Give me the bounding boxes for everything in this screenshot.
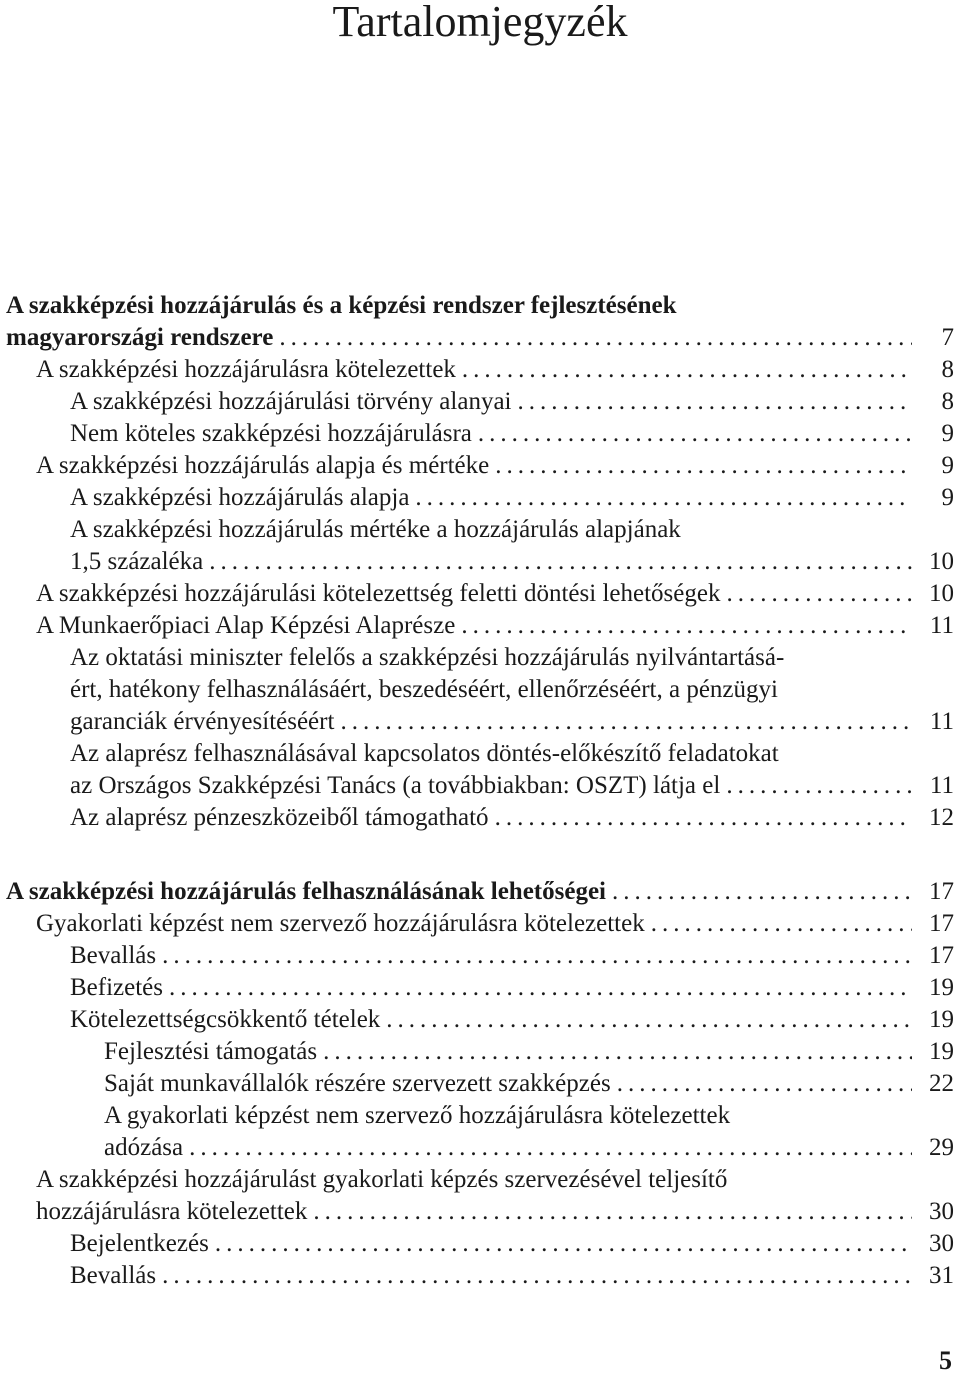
toc-entry[interactable] [70, 642, 954, 738]
toc-entry-text: az Országos Szakképzési Tanács (a továbbiakban: OSZT) látja el [70, 772, 721, 799]
toc-entry-text: A szakképzési hozzájárulási kötelezettség feletti döntési lehetőségek [36, 580, 721, 607]
toc-entry[interactable] [36, 578, 954, 610]
leader-dots [651, 908, 912, 940]
toc-entry[interactable] [36, 610, 954, 642]
leader-dots [517, 386, 912, 418]
toc-entry-text: Saját munkavállalók részére szervezett szakképzés [104, 1070, 611, 1097]
toc-entry-text: Befizetés [70, 974, 164, 1001]
leader-dots [215, 1228, 912, 1260]
leader-dots [495, 450, 912, 482]
toc-page-number: 9 [941, 484, 954, 511]
toc-entry[interactable] [70, 418, 954, 450]
leader-dots [313, 1196, 912, 1228]
toc-entry-text: garanciák érvényesítéséért [70, 708, 335, 735]
toc-entry-text: A szakképzési hozzájárulás felhasználásának lehetőségei [6, 878, 606, 905]
toc-entry-text: Bevallás [70, 1262, 157, 1289]
toc-entry-text: magyarországi rendszere [6, 324, 274, 351]
leader-dots [726, 770, 912, 802]
toc-entry-text: A szakképzési hozzájárulási törvény alanyai [70, 388, 512, 415]
leader-dots [495, 802, 912, 834]
toc-page-number: 31 [929, 1262, 954, 1289]
toc-entry[interactable] [104, 1036, 954, 1068]
leader-dots [462, 354, 912, 386]
toc-entry-text: A szakképzési hozzájárulás alapja és mértéke [36, 452, 490, 479]
toc-entry-text: Nem köteles szakképzési hozzájárulásra [70, 420, 472, 447]
toc-entry[interactable] [70, 802, 954, 834]
toc-entry[interactable] [36, 908, 954, 940]
toc-page-number: 17 [929, 878, 954, 905]
leader-dots [279, 322, 912, 354]
toc-entry[interactable] [36, 450, 954, 482]
toc-entry[interactable] [70, 482, 954, 514]
leader-dots [340, 706, 912, 738]
toc-page-number: 19 [929, 1006, 954, 1033]
toc-entry-text: A szakképzési hozzájárulás mértéke a hozzájárulás alapjának [70, 516, 681, 543]
toc-entry[interactable] [104, 1100, 954, 1164]
leader-dots [461, 610, 912, 642]
toc-page-number: 8 [941, 388, 954, 415]
toc-entry[interactable] [70, 514, 954, 578]
leader-dots [189, 1132, 912, 1164]
leader-dots [617, 1068, 912, 1100]
toc-entry-text: A szakképzési hozzájárulás és a képzési rendszer fejlesztésének [6, 292, 677, 319]
toc-page-number: 11 [929, 772, 954, 799]
toc-entry-text: A Munkaerőpiaci Alap Képzési Alaprésze [36, 612, 456, 639]
toc-page-number: 19 [929, 974, 954, 1001]
toc-entry[interactable] [6, 290, 954, 354]
toc-entry[interactable] [70, 1004, 954, 1036]
toc-entry[interactable] [70, 1260, 954, 1292]
leader-dots [162, 940, 912, 972]
toc-page-number: 19 [929, 1038, 954, 1065]
toc-entry-text: adózása [104, 1134, 184, 1161]
toc-entry[interactable] [70, 972, 954, 1004]
toc-entry-text: A szakképzési hozzájárulásra kötelezettek [36, 356, 456, 383]
toc-entry-text: 1,5 százaléka [70, 548, 204, 575]
toc-entry[interactable] [36, 354, 954, 386]
toc-entry-text: ért, hatékony felhasználásáért, beszedéséért, ellenőrzéséért, a pénzügyi [70, 676, 778, 703]
leader-dots [169, 972, 912, 1004]
toc-entry[interactable] [70, 738, 954, 802]
toc-entry-text: Az alaprész felhasználásával kapcsolatos döntés-előkészítő feladatokat [70, 740, 779, 767]
toc-entry-text: Az alaprész pénzeszközeiből támogatható [70, 804, 489, 831]
toc-page-number: 30 [929, 1230, 954, 1257]
leader-dots [612, 876, 912, 908]
toc-entry-text: Bejelentkezés [70, 1230, 209, 1257]
toc-entry[interactable] [70, 386, 954, 418]
toc-entry[interactable] [70, 1228, 954, 1260]
leader-dots [386, 1004, 912, 1036]
toc-entry-text: Fejlesztési támogatás [104, 1038, 318, 1065]
toc-page-number: 11 [929, 708, 954, 735]
toc-entry[interactable] [36, 1164, 954, 1228]
leader-dots [415, 482, 912, 514]
toc-page-number: 8 [941, 356, 954, 383]
toc-page-number: 10 [929, 548, 954, 575]
toc-page-number: 9 [941, 420, 954, 447]
toc-entry-text: A gyakorlati képzést nem szervező hozzájárulásra kötelezettek [104, 1102, 731, 1129]
toc-entry[interactable] [70, 940, 954, 972]
leader-dots [162, 1260, 912, 1292]
toc-page-number: 10 [929, 580, 954, 607]
toc-entry-text: Gyakorlati képzést nem szervező hozzájárulásra kötelezettek [36, 910, 645, 937]
page-number: 5 [939, 1346, 952, 1375]
toc-page-number: 9 [941, 452, 954, 479]
leader-dots [209, 546, 912, 578]
toc-entry-text: Kötelezettségcsökkentő tételek [70, 1006, 381, 1033]
toc-page-number: 22 [929, 1070, 954, 1097]
toc-page-number: 12 [929, 804, 954, 831]
leader-dots [478, 418, 912, 450]
toc-entry[interactable] [6, 876, 954, 908]
toc-entry[interactable] [104, 1068, 954, 1100]
leader-dots [726, 578, 912, 610]
toc-page-number: 30 [929, 1198, 954, 1225]
toc-entry-text: Az oktatási miniszter felelős a szakképzési hozzájárulás nyilvántartásá- [70, 644, 785, 671]
toc-page-number: 17 [929, 942, 954, 969]
toc-page-number: 29 [929, 1134, 954, 1161]
toc-page-number: 17 [929, 910, 954, 937]
toc-page-number: 11 [929, 612, 954, 639]
page-title: Tartalomjegyzék [332, 0, 628, 46]
toc-entry-text: Bevallás [70, 942, 157, 969]
leader-dots [323, 1036, 912, 1068]
toc-entry-text: hozzájárulásra kötelezettek [36, 1198, 308, 1225]
toc-page-number: 7 [941, 324, 954, 351]
toc-entry-text: A szakképzési hozzájárulás alapja [70, 484, 410, 511]
toc-entry-text: A szakképzési hozzájárulást gyakorlati képzés szervezésével teljesítő [36, 1166, 728, 1193]
